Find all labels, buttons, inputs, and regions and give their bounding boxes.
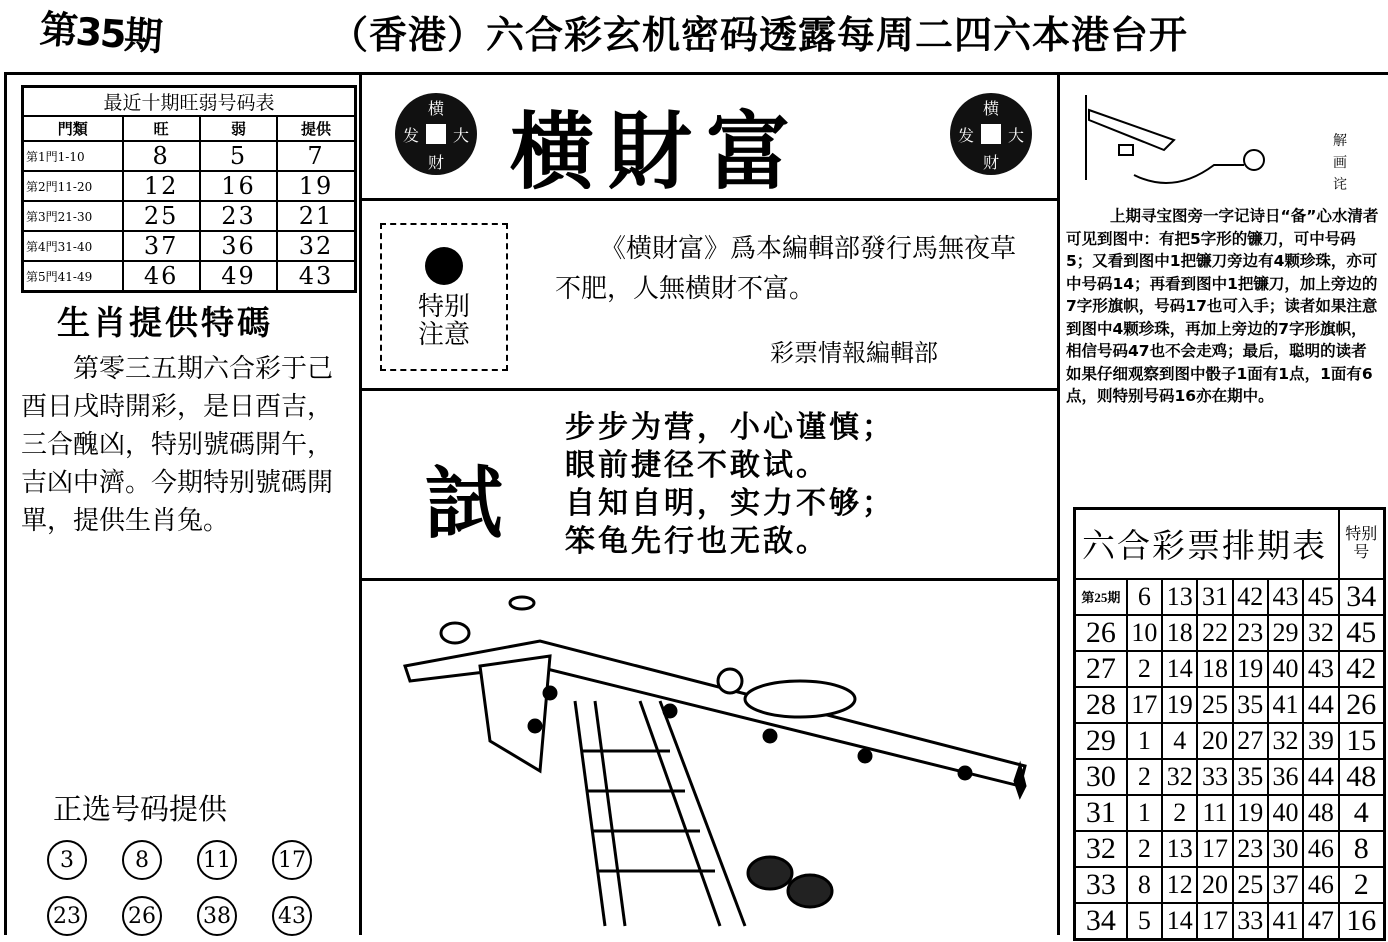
poem-line: 眼前捷径不敢试。 — [565, 448, 829, 483]
hot-cold-table — [21, 85, 357, 293]
number-cell: 46 — [1303, 831, 1338, 867]
table-row — [1075, 867, 1385, 903]
issue-cell: 33 — [1075, 867, 1127, 903]
number-cell: 41 — [1268, 687, 1303, 723]
zodiac-text: 第零三五期六合彩于己酉日戌時開彩，是日酉吉，三合醜凶，特别號碼開午，吉凶中濟。今期特别號碼開單，提供生肖兔。 — [21, 354, 334, 536]
number-cell: 4 — [1162, 723, 1197, 759]
schedule-title: 六合彩票排期表 — [1075, 509, 1339, 579]
range-label: 第2門11-20 — [23, 171, 123, 201]
column-header: 弱 — [200, 116, 277, 141]
coin-char: 横 — [428, 99, 445, 118]
table-row — [1075, 651, 1385, 687]
number-cell: 8 — [1127, 867, 1162, 903]
issue-cell: 26 — [1075, 615, 1127, 651]
number-cell: 13 — [1162, 831, 1197, 867]
special-number-cell: 42 — [1339, 651, 1385, 687]
number-cell: 2 — [1162, 795, 1197, 831]
number-cell: 43 — [1268, 579, 1303, 615]
number-cell: 23 — [1233, 615, 1268, 651]
number-cell: 32 — [277, 231, 355, 261]
notice-signature: 彩票情報編輯部 — [770, 339, 938, 367]
number-cell: 12 — [1162, 867, 1197, 903]
table-row — [1075, 795, 1385, 831]
pick-number: 26 — [122, 896, 162, 936]
number-cell: 45 — [1303, 579, 1338, 615]
column-header: 門類 — [23, 116, 123, 141]
column-header: 提供 — [277, 116, 355, 141]
coin-char: 财 — [428, 153, 445, 172]
illustration-panel — [360, 581, 1057, 941]
table-row — [23, 261, 356, 292]
poem-keyword: 試 — [425, 459, 504, 549]
range-label: 第4門31-40 — [23, 231, 123, 261]
issue-number: 第35期 — [38, 6, 163, 60]
number-cell: 41 — [1268, 903, 1303, 940]
middle-column — [360, 72, 1060, 935]
coin-char: 大 — [1008, 126, 1025, 145]
table-row — [23, 171, 356, 201]
pick-number: 8 — [122, 840, 162, 880]
number-cell: 32 — [1268, 723, 1303, 759]
number-cell: 31 — [1197, 579, 1232, 615]
riddle-picture — [1064, 90, 1294, 200]
range-label: 第3門21-30 — [23, 201, 123, 231]
number-cell: 11 — [1197, 795, 1232, 831]
coin-char: 财 — [983, 153, 1000, 172]
table-row — [1075, 687, 1385, 723]
special-number-cell: 16 — [1339, 903, 1385, 940]
number-cell: 1 — [1127, 795, 1162, 831]
number-cell: 40 — [1268, 651, 1303, 687]
table-caption: 最近十期旺弱号码表 — [23, 87, 356, 117]
number-cell: 19 — [1162, 687, 1197, 723]
number-cell: 19 — [1233, 651, 1268, 687]
number-cell: 30 — [1268, 831, 1303, 867]
number-cell: 5 — [200, 141, 277, 171]
seesaw-ladder-illustration — [360, 581, 1057, 938]
number-cell: 2 — [1127, 759, 1162, 795]
number-cell: 32 — [1303, 615, 1338, 651]
number-cell: 43 — [1303, 651, 1338, 687]
number-cell: 19 — [1233, 795, 1268, 831]
number-cell: 1 — [1127, 723, 1162, 759]
number-cell: 39 — [1303, 723, 1338, 759]
number-cell: 47 — [1303, 903, 1338, 940]
range-label: 第1門1-10 — [23, 141, 123, 171]
draw-schedule-table — [1073, 507, 1386, 941]
number-cell: 44 — [1303, 687, 1338, 723]
picks-title: 正选号码提供 — [53, 792, 228, 826]
number-cell: 8 — [123, 141, 200, 171]
issue-cell: 28 — [1075, 687, 1127, 723]
number-cell: 42 — [1233, 579, 1268, 615]
picks-grid — [47, 840, 347, 936]
number-cell: 18 — [1162, 615, 1197, 651]
number-cell: 27 — [1233, 723, 1268, 759]
headline: （香港）六合彩玄机密码透露每周二四六本港台开 — [330, 13, 1189, 57]
number-cell: 22 — [1197, 615, 1232, 651]
riddle-explanation: 上期寻宝图旁一字记诗日“备”心水清者可见到图中：有把5字形的镰刀，可中号码5；又看到图中1把镰刀旁边有4颗珍珠，亦可中号码14；再看到图中1把镰刀，加上旁边的7字形旗帜，号码17也可入手；读者如果注意到图中4颗珍珠，再加上旁边的7字形旗帜，相信号码47也不会走鸡；最后，聪明的读者如果仔细观察到图中骰子1面有1点，1面有6点，则特别号码16亦在期中。 — [1066, 207, 1379, 405]
issue-cell: 31 — [1075, 795, 1127, 831]
number-cell: 14 — [1162, 903, 1197, 940]
notice-panel — [360, 201, 1057, 391]
issue-cell: 29 — [1075, 723, 1127, 759]
coin-icon — [395, 93, 477, 175]
coin-char: 大 — [453, 126, 470, 145]
issue-cell: 30 — [1075, 759, 1127, 795]
poem-line: 笨龟先行也无敌。 — [565, 524, 829, 559]
column-header: 旺 — [123, 116, 200, 141]
special-number-cell: 45 — [1339, 615, 1385, 651]
number-cell: 7 — [277, 141, 355, 171]
table-row — [1075, 615, 1385, 651]
special-number-cell: 2 — [1339, 867, 1385, 903]
number-cell: 14 — [1162, 651, 1197, 687]
number-cell: 43 — [277, 261, 355, 292]
brand-title: 横財富 — [510, 102, 805, 201]
notice-label: 注意 — [417, 320, 470, 350]
coin-icon — [950, 93, 1032, 175]
pick-number: 23 — [47, 896, 87, 936]
number-cell: 10 — [1127, 615, 1162, 651]
number-cell: 19 — [277, 171, 355, 201]
special-number-cell: 8 — [1339, 831, 1385, 867]
notice-text: 《横財富》爲本編輯部發行馬無夜草不肥，人無横財不富。 — [555, 234, 1017, 304]
number-cell: 25 — [1233, 867, 1268, 903]
number-cell: 46 — [1303, 867, 1338, 903]
number-cell: 35 — [1233, 759, 1268, 795]
issue-cell: 32 — [1075, 831, 1127, 867]
special-number-cell: 4 — [1339, 795, 1385, 831]
pick-number: 3 — [47, 840, 87, 880]
number-cell: 32 — [1162, 759, 1197, 795]
bomb-icon — [425, 247, 463, 285]
table-row — [23, 231, 356, 261]
number-cell: 5 — [1127, 903, 1162, 940]
number-cell: 13 — [1162, 579, 1197, 615]
coin-char: 发 — [958, 126, 975, 145]
number-cell: 20 — [1197, 723, 1232, 759]
number-cell: 20 — [1197, 867, 1232, 903]
pick-number: 17 — [272, 840, 312, 880]
issue-cell: 第25期 — [1075, 579, 1127, 615]
poem — [565, 409, 895, 561]
number-cell: 16 — [200, 171, 277, 201]
number-cell: 2 — [1127, 831, 1162, 867]
number-cell: 48 — [1303, 795, 1338, 831]
notice-box — [380, 223, 508, 371]
pick-number: 11 — [197, 840, 237, 880]
number-cell: 46 — [123, 261, 200, 292]
poem-line: 自知自明，实力不够； — [565, 486, 895, 521]
coin-char: 发 — [403, 126, 420, 145]
number-cell: 12 — [123, 171, 200, 201]
number-cell: 49 — [200, 261, 277, 292]
number-cell: 35 — [1233, 687, 1268, 723]
range-label: 第5門41-49 — [23, 261, 123, 292]
number-cell: 37 — [123, 231, 200, 261]
number-cell: 17 — [1197, 831, 1232, 867]
special-number-cell: 48 — [1339, 759, 1385, 795]
poem-panel — [360, 391, 1057, 581]
special-number-cell: 26 — [1339, 687, 1385, 723]
special-number-header: 特别号 — [1339, 509, 1385, 579]
number-cell: 25 — [123, 201, 200, 231]
brand-panel — [360, 75, 1057, 201]
number-cell: 40 — [1268, 795, 1303, 831]
table-row — [1075, 831, 1385, 867]
special-number-cell: 34 — [1339, 579, 1385, 615]
number-cell: 33 — [1233, 903, 1268, 940]
number-cell: 37 — [1268, 867, 1303, 903]
number-cell: 6 — [1127, 579, 1162, 615]
number-cell: 25 — [1197, 687, 1232, 723]
pick-number: 38 — [197, 896, 237, 936]
riddle-label: 解画诧 — [1333, 133, 1347, 193]
number-cell: 17 — [1127, 687, 1162, 723]
table-row — [23, 141, 356, 171]
coin-char: 横 — [983, 99, 1000, 118]
pick-number: 43 — [272, 896, 312, 936]
number-cell: 23 — [200, 201, 277, 231]
number-cell: 36 — [1268, 759, 1303, 795]
zodiac-title: 生肖提供特碼 — [57, 303, 273, 342]
special-number-cell: 15 — [1339, 723, 1385, 759]
table-row — [1075, 723, 1385, 759]
table-row — [1075, 903, 1385, 940]
poem-line: 步步为营，小心谨慎； — [565, 410, 895, 445]
issue-cell: 34 — [1075, 903, 1127, 940]
issue-cell: 27 — [1075, 651, 1127, 687]
notice-label: 特别 — [417, 292, 470, 322]
number-cell: 21 — [277, 201, 355, 231]
number-cell: 36 — [200, 231, 277, 261]
table-row — [1075, 579, 1385, 615]
number-cell: 44 — [1303, 759, 1338, 795]
number-cell: 17 — [1197, 903, 1232, 940]
left-column — [4, 72, 362, 935]
number-cell: 33 — [1197, 759, 1232, 795]
number-cell: 23 — [1233, 831, 1268, 867]
number-cell: 29 — [1268, 615, 1303, 651]
table-row — [1075, 759, 1385, 795]
number-cell: 18 — [1197, 651, 1232, 687]
table-row — [23, 201, 356, 231]
number-cell: 2 — [1127, 651, 1162, 687]
